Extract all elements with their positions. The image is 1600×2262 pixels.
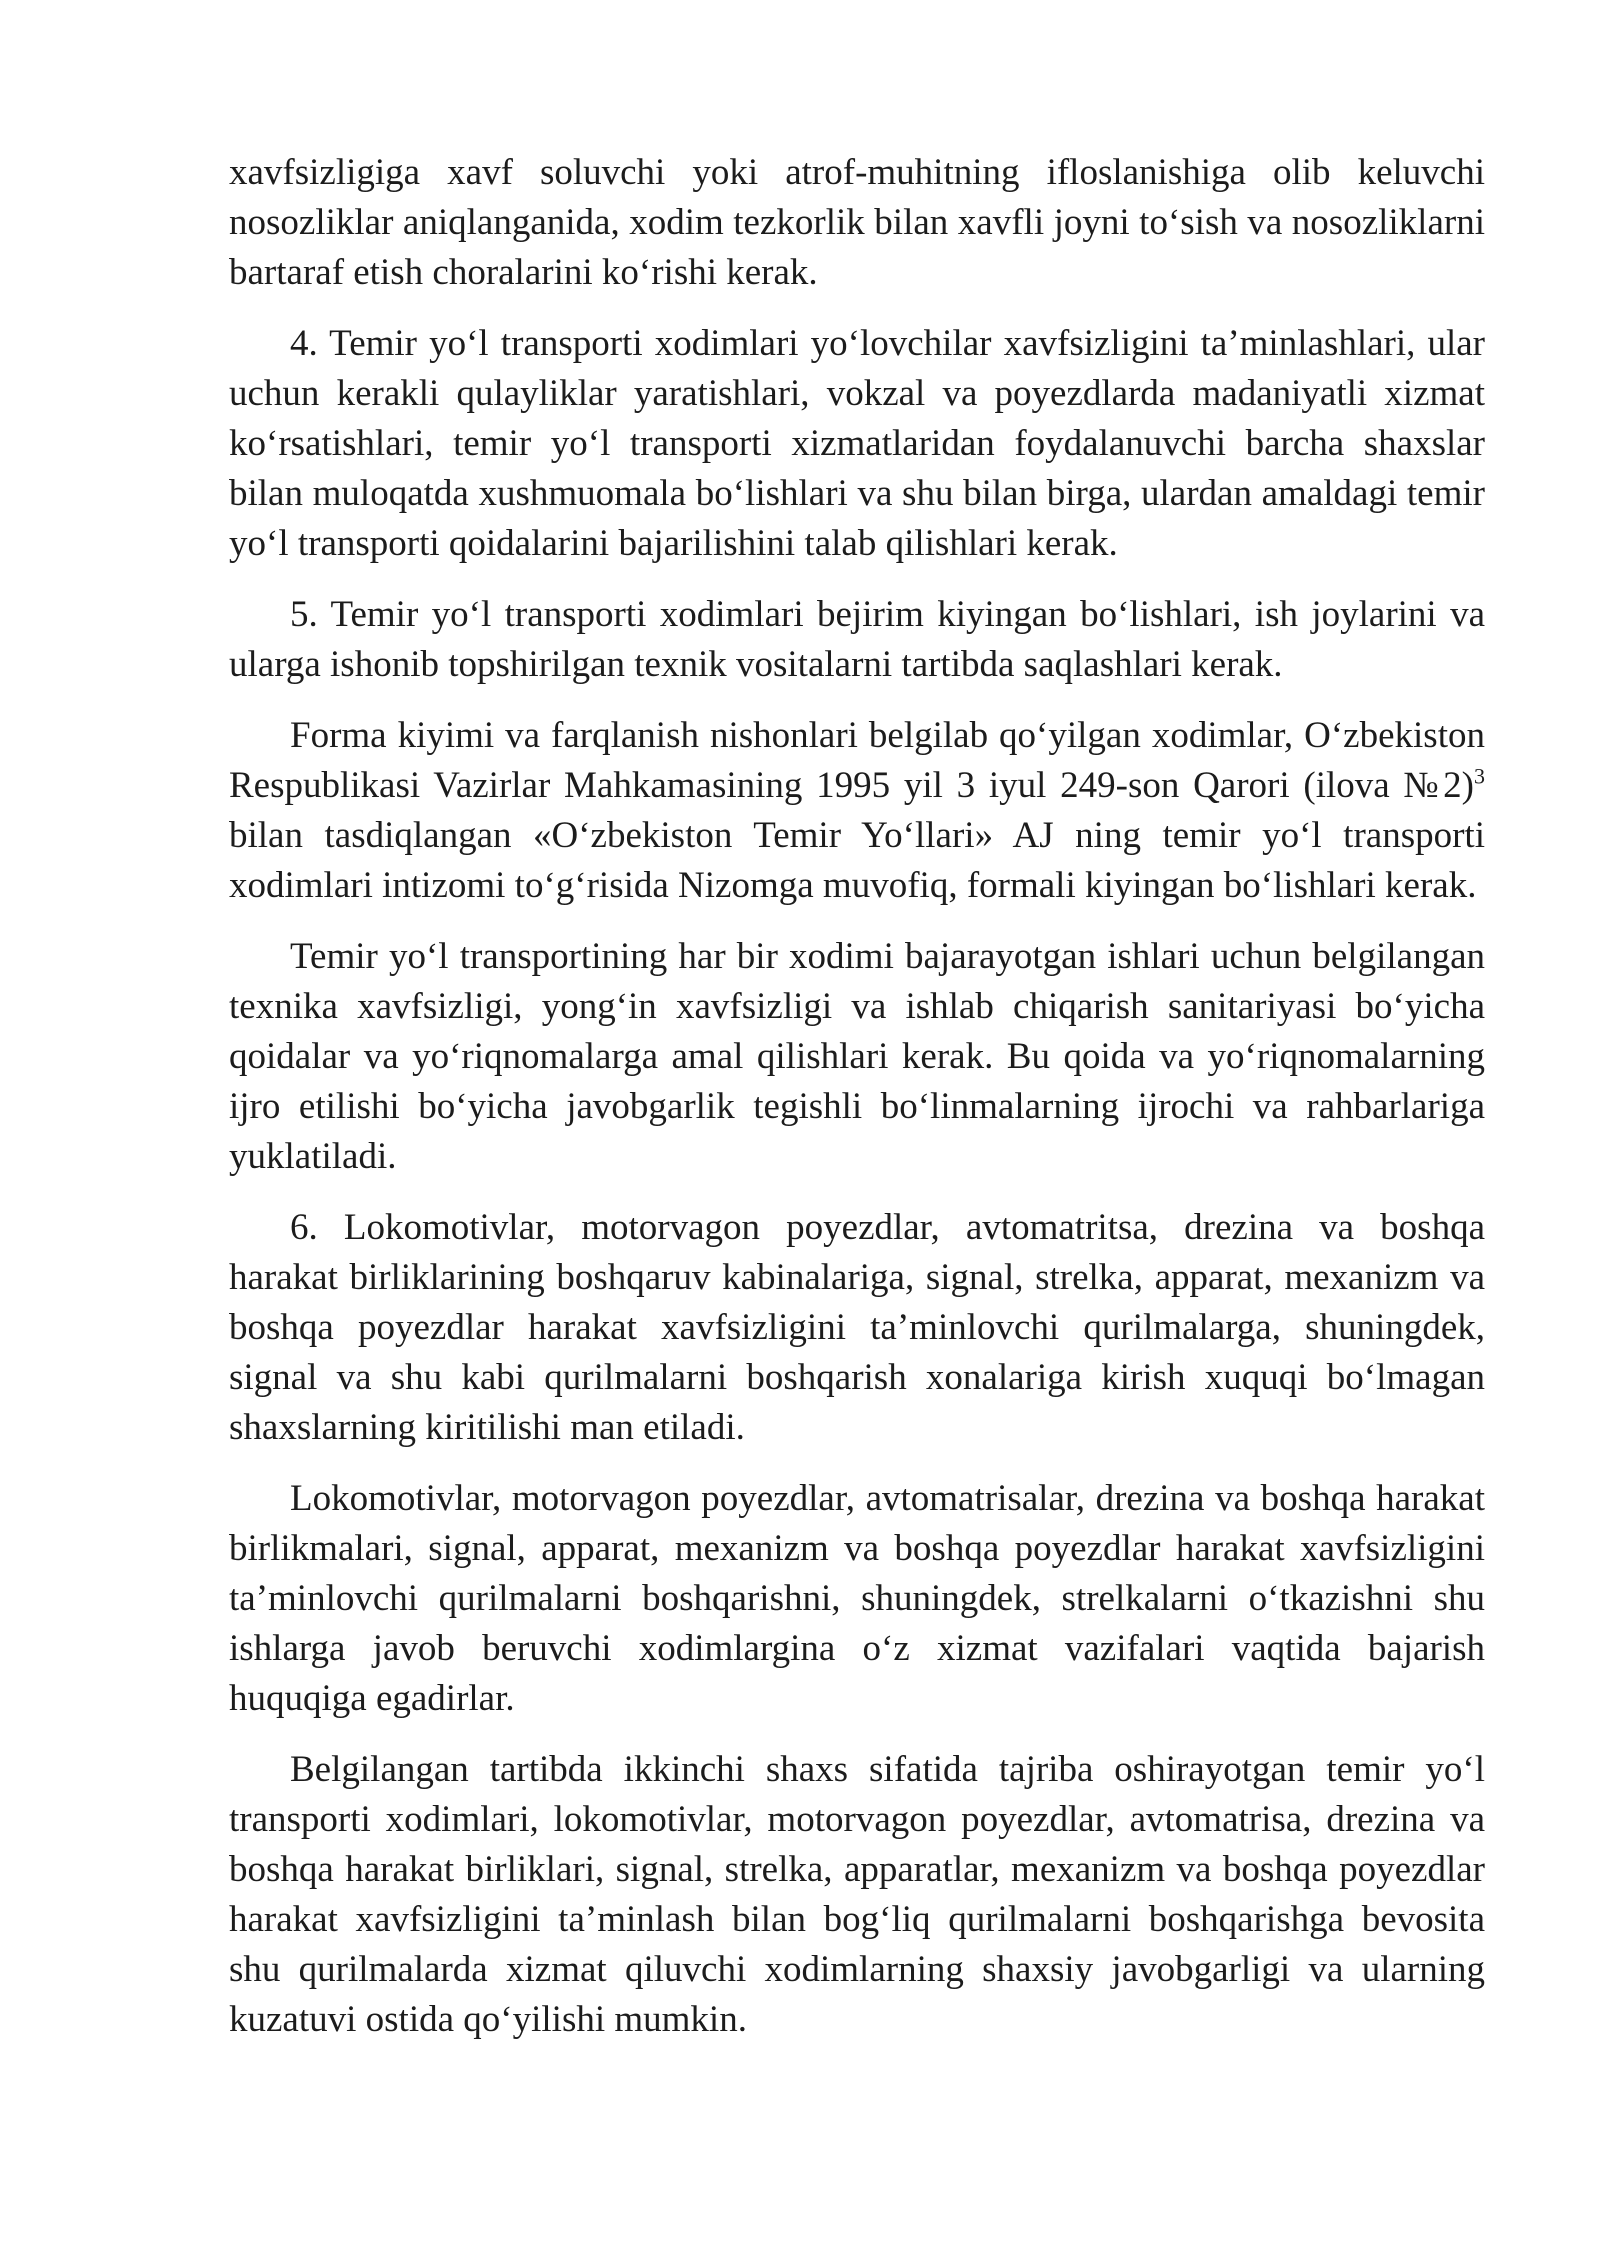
paragraph-operation-rights: Lokomotivlar, motorvagon poyezdlar, avtomatrisalar, drezina va boshqa harakat birlikmalari, signal, apparat, mexanizm va boshqa poyezdlar harakat xavfsizligini ta’minlovchi qurilmalarni boshqarishni, shuningdek, strelkalarni o‘tkazishni shu ishlarga javob beruvchi xodimlargina o‘z xizmat vazifalari vaqtida bajarish huquqiga egadirlar.: [229, 1478, 1485, 1719]
paragraph-item-5: 5. Temir yo‘l transporti xodimlari bejirim kiyingan bo‘lishlari, ish joylarini va ularga ishonib topshirilgan texnik vositalarni tartibda saqlashlari kerak.: [229, 594, 1485, 685]
document-page: [229, 148, 1485, 2066]
paragraph-safety-rules: Temir yo‘l transportining har bir xodimi bajarayotgan ishlari uchun belgilangan texnika xavfsizligi, yong‘in xavfsizligi va ishlab chiqarish sanitariyasi bo‘yicha qoidalar va yo‘riqnomalarga amal qilishlari kerak. Bu qoida va yo‘riqnomalarning ijro etilishi bo‘yicha javobgarlik tegishli bo‘linmalarning ijrochi va rahbarlariga yuklatiladi.: [229, 936, 1485, 1177]
footnote-reference: 3: [1474, 763, 1485, 789]
paragraph-item-6: 6. Lokomotivlar, motorvagon poyezdlar, avtomatritsa, drezina va boshqa harakat birliklarining boshqaruv kabinalariga, signal, strelka, apparat, mexanizm va boshqa poyezdlar harakat xavfsizligini ta’minlovchi qurilmalarga, shuningdek, signal va shu kabi qurilmalarni boshqarish xonalariga kirish xuquqi bo‘lmagan shaxslarning kiritilishi man etiladi.: [229, 1207, 1485, 1448]
paragraph-uniform-text-before: Forma kiyimi va farqlanish nishonlari belgilab qo‘yilgan xodimlar, O‘zbekiston Respublikasi Vazirlar Mahkamasining 1995 yil 3 iyul 249-son Qarori (ilova №2): [229, 715, 1485, 806]
paragraph-uniform: [229, 711, 1485, 911]
paragraph-trainees: Belgilangan tartibda ikkinchi shaxs sifatida tajriba oshirayotgan temir yo‘l transporti xodimlari, lokomotivlar, motorvagon poyezdlar, avtomatrisa, drezina va boshqa harakat birliklari, signal, strelka, apparatlar, mexanizm va boshqa poyezdlar harakat xavfsizligini ta’minlash bilan bog‘liq qurilmalarni boshqarishga bevosita shu qurilmalarda xizmat qiluvchi xodimlarning shaxsiy javobgarligi va ularning kuzatuvi ostida qo‘yilishi mumkin.: [229, 1749, 1485, 2040]
paragraph-uniform-text-after: bilan tasdiqlangan «O‘zbekiston Temir Yo‘llari» AJ ning temir yo‘l transporti xodimlari intizomi to‘g‘risida Nizomga muvofiq, formali kiyingan bo‘lishlari kerak.: [229, 815, 1485, 906]
paragraph-continuation: xavfsizligiga xavf soluvchi yoki atrof-muhitning ifloslanishiga olib keluvchi nosozliklar aniqlanganida, xodim tezkorlik bilan xavfli joyni to‘sish va nosozliklarni bartaraf etish choralarini ko‘rishi kerak.: [229, 152, 1485, 293]
paragraph-item-4: 4. Temir yo‘l transporti xodimlari yo‘lovchilar xavfsizligini ta’minlashlari, ular uchun kerakli qulayliklar yaratishlari, vokzal va poyezdlarda madaniyatli xizmat ko‘rsatishlari, temir yo‘l transporti xizmatlaridan foydalanuvchi barcha shaxslar bilan muloqatda xushmuomala bo‘lishlari va shu bilan birga, ulardan amaldagi temir yo‘l transporti qoidalarini bajarilishini talab qilishlari kerak.: [229, 323, 1485, 564]
